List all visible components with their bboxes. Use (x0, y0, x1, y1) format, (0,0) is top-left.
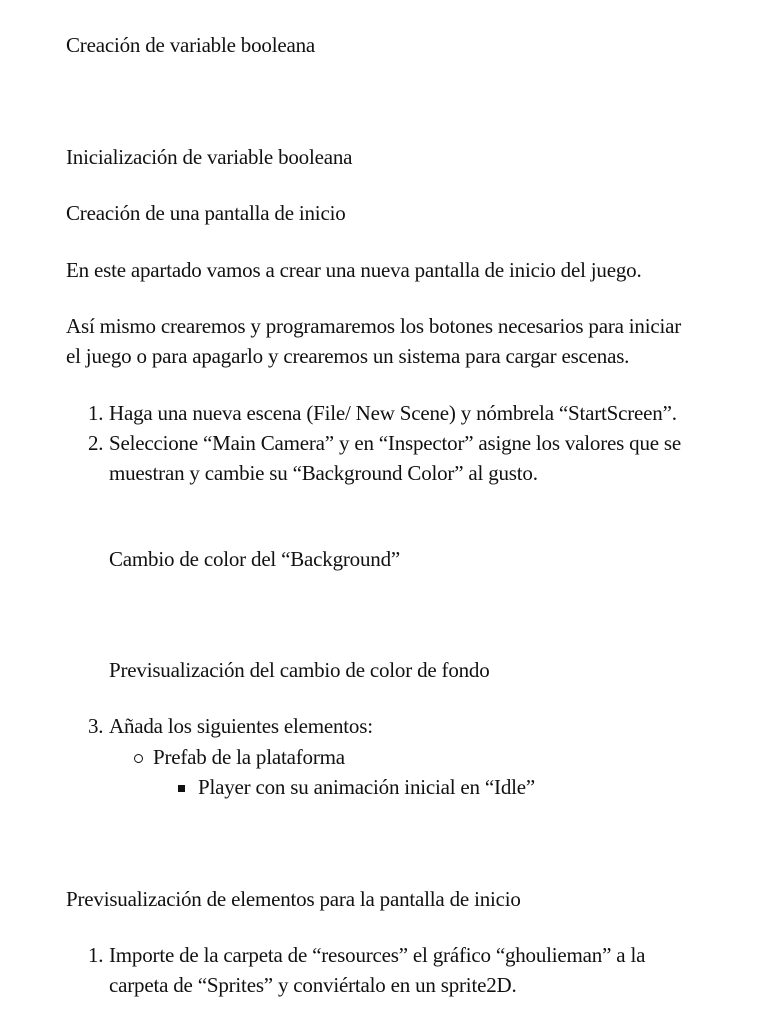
step-3-number: 3. (88, 714, 104, 738)
square-bullet-icon (178, 785, 185, 792)
caption-boolean-init: Inicialización de variable booleana (66, 145, 353, 169)
step-2-text-line-2: muestran y cambie su “Background Color” al gusto. (109, 461, 538, 485)
second-list-step-1-number: 1. (88, 943, 104, 967)
figure-caption-background-preview: Previsualización del cambio de color de fondo (109, 658, 490, 682)
caption-boolean-creation: Creación de variable booleana (66, 33, 315, 57)
figure-caption-background-change: Cambio de color del “Background” (109, 547, 401, 571)
caption-elements-preview: Previsualización de elementos para la pantalla de inicio (66, 887, 521, 911)
section-description-line-1: Así mismo crearemos y programaremos los botones necesarios para iniciar (66, 314, 682, 338)
section-intro: En este apartado vamos a crear una nueva pantalla de inicio del juego. (66, 258, 642, 282)
step-3-text: Añada los siguientes elementos: (109, 714, 373, 738)
section-description-line-2: el juego o para apagarlo y crearemos un sistema para cargar escenas. (66, 344, 630, 368)
step-1-number: 1. (88, 401, 104, 425)
second-list-step-1-text-line-2: carpeta de “Sprites” y conviértalo en un sprite2D. (109, 973, 517, 997)
second-list-step-1-text-line-1: Importe de la carpeta de “resources” el gráfico “ghoulieman” a la (109, 943, 646, 967)
sublist-item-player-idle: Player con su animación inicial en “Idle” (198, 775, 535, 799)
sublist-item-platform-prefab: Prefab de la plataforma (153, 745, 345, 769)
step-2-text-line-1: Seleccione “Main Camera” y en “Inspector” asigne los valores que se (109, 431, 682, 455)
step-1-text: Haga una nueva escena (File/ New Scene) y nómbrela “StartScreen”. (109, 401, 677, 425)
section-heading: Creación de una pantalla de inicio (66, 201, 346, 225)
step-2-number: 2. (88, 431, 104, 455)
circle-bullet-icon (134, 754, 143, 763)
